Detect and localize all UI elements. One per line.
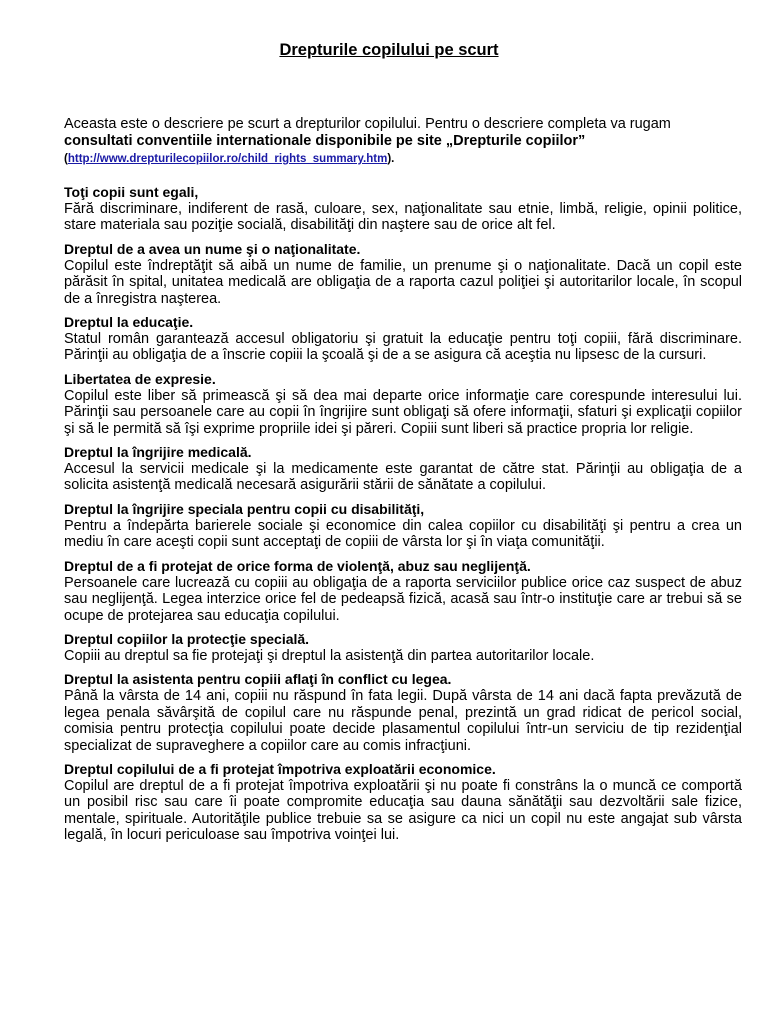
section-equality <box>64 184 742 234</box>
section-body: Persoanele care lucrează cu copiii au obligaţia de a raporta serviciilor publice orice caz suspect de abuz sau neglijenţă. Legea interzice orice fel de pedeapsă fizică, acasă sau într-o instituţie care ar trebui să se ocupe de protejarea sau educaţia copilului. <box>64 574 742 624</box>
section-special-protection <box>64 631 742 664</box>
section-heading: Dreptul la îngrijire medicală. <box>64 444 252 461</box>
section-heading: Toţi copii sunt egali, <box>64 184 199 200</box>
section-heading: Dreptul de a fi protejat de orice forma de violenţă, abuz sau neglijenţă. <box>64 557 531 574</box>
section-heading: Dreptul copilului de a fi protejat împotriva exploatării economice. <box>64 760 496 777</box>
section-medical-care <box>64 444 742 494</box>
section-body: Copilul are dreptul de a fi protejat împotriva exploatării şi nu poate fi constrâns la o muncă ce comportă un posibil risc sau care îi poate compromite educaţia sau dauna sănătăţii sau dezvoltării sale fizice, mentale, spirituale. Autorităţile publice trebuie sa se asigure ca nici un copil nu este angajat sub vârsta legală, în locuri periculoase sau împotriva voinţei lui. <box>64 777 742 844</box>
section-body: Accesul la servicii medicale şi la medicamente este garantat de către stat. Părinţii au obligaţia de a solicita asistenţă medicală necesară asigurării stării de sănătate a copilului. <box>64 461 742 494</box>
section-heading: Dreptul la îngrijire speciala pentru copii cu disabilităţi, <box>64 500 425 517</box>
section-legal-conflict <box>64 671 742 754</box>
section-body: Pentru a îndepărta barierele sociale şi economice din calea copiilor cu disabilităţi şi pentru a crea un mediu în care aceşti copii sunt acceptaţi de copiii de vârsta lor şi în viaţa comunităţii. <box>64 517 742 551</box>
section-heading: Dreptul de a avea un nume şi o naţionalitate. <box>64 240 361 257</box>
section-body: Până la vârsta de 14 ani, copiii nu răspund în fata legii. După vârsta de 14 ani dacă fapta prevăzută de legea penala săvârşită de copilul care nu răspunde penal, prezintă un grad ridicat de pericol social, comisia pentru protecţia copilului poate decide plasamentul copilului într-un serviciu de tip rezidenţial specializat de supraveghere a copiilor care au comis infracţiuni. <box>64 688 742 754</box>
section-body: Copilul este îndreptăţit să aibă un nume de familie, un prenume şi o naţionalitate. Dacă un copil este părăsit în spital, unitatea medicală are obligaţia de a raporta cazul poliţiei şi autoritarilor locale, în scopul de a înregistra naşterea. <box>64 257 742 307</box>
intro-text: Aceasta este o descriere pe scurt a drepturilor copilului. Pentru o descriere completa va rugam <box>64 116 671 132</box>
intro-open-paren: ( <box>64 153 68 165</box>
section-body: Fără discriminare, indiferent de rasă, culoare, sex, naţionalitate sau etnie, limbă, religie, opinii politice, stare materiala sau poziţie socială, disabilităţi din naştere sau de orice alt fel. <box>64 201 742 234</box>
source-link[interactable]: http://www.drepturilecopiilor.ro/child_rights_summary.htm <box>67 153 388 165</box>
section-heading: Libertatea de expresie. <box>64 370 216 387</box>
section-heading: Dreptul copiilor la protecţie specială. <box>64 630 310 647</box>
intro-close-paren: ). <box>387 153 395 165</box>
intro-paragraph <box>64 116 740 168</box>
section-disability-care <box>64 501 742 551</box>
section-education <box>64 314 742 364</box>
section-expression <box>64 371 742 437</box>
rights-list <box>64 184 742 851</box>
section-heading: Dreptul la educaţie. <box>64 314 194 331</box>
section-body: Copiii au dreptul sa fie protejaţi şi dreptul la asistenţă din partea autoritarilor locale. <box>64 647 595 664</box>
page-title: Drepturile copilului pe scurt <box>279 41 499 59</box>
section-name-nationality <box>64 241 742 307</box>
section-heading: Dreptul la asistenta pentru copiii aflaţi în conflict cu legea. <box>64 671 452 688</box>
section-economic-exploitation <box>64 761 742 844</box>
section-violence-protection <box>64 558 742 624</box>
section-body: Statul român garantează accesul obligatoriu şi gratuit la educaţie pentru toţi copiii, fără discriminare. Părinţii au obligaţia de a înscrie copiii la şcoală şi de a se asigura că aceştia nu lipsesc de la cursuri. <box>64 331 742 364</box>
intro-bold-text: consultati conventiile internationale disponibile pe site „Drepturile copiilor” <box>64 133 586 149</box>
section-body: Copilul este liber să primească şi să dea mai departe orice informaţie care corespunde interesului lui. Părinţii sau persoanele care au copii în îngrijire sunt obligaţi să ofere informaţii, sfaturi şi explicaţii copiilor şi să le permită să îşi exprime propriile idei şi păreri. Copiii sunt liberi să practice propria lor religie. <box>64 387 742 437</box>
